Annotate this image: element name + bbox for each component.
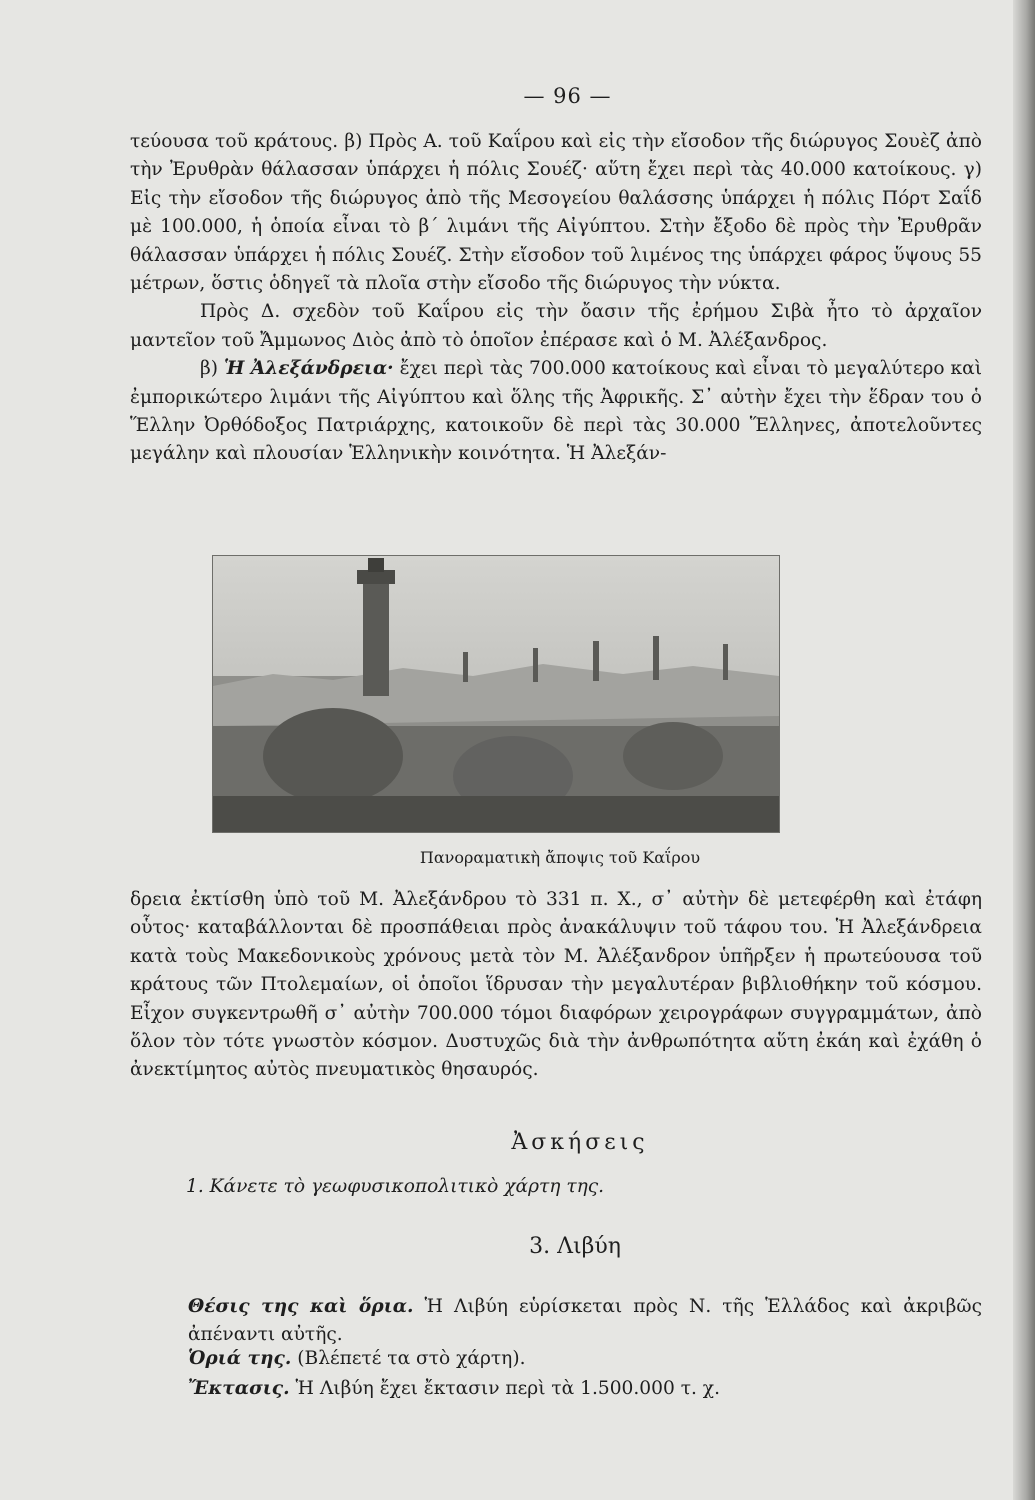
paragraph-alexandria [130,355,982,469]
paragraph-siwa-oasis [130,298,982,355]
exercises-heading: Ἀσκήσεις [511,1130,649,1155]
text-block-egypt-cities [130,128,982,469]
line-libya-area [188,1378,720,1399]
figure-caption: Πανοραματικὴ ἄποψις τοῦ Καΐρου [419,848,701,867]
paragraph-libya-position [188,1293,982,1350]
exercise-1: 1. Κάνετε τὸ γεωφυσικοπολιτικὸ χάρτη της. [186,1176,605,1197]
alexandria-prefix: β) [200,358,219,380]
cairo-panorama-photo [212,555,780,833]
libya-borders-text: (Βλέπετέ τα στὸ χάρτη). [297,1348,526,1369]
cairo-panorama-illustration [213,556,779,832]
page-number: — 96 — [523,84,612,108]
libya-area-text: Ἡ Λιβύη ἔχει ἔκτασιν περὶ τὰ 1.500.000 τ. χ. [295,1378,720,1399]
paragraph-siwa-text: Πρὸς Δ. σχεδὸν τοῦ Καΐρου εἰς τὴν ὄασιν τῆς ἐρήμου Σιβὰ ἦτο τὸ ἀρχαῖον μαντεῖον τοῦ Ἄμμωνος Διὸς ἀπὸ τὸ ὁποῖον ἐπέρασε καὶ ὁ Μ. Ἀλέξανδρος. [130,301,982,351]
alexandria-heading: Ἡ Ἀλεξάνδρεια· [223,358,394,380]
libya-area-heading: Ἔκτασις. [188,1378,290,1399]
line-libya-borders [188,1348,525,1369]
paragraph-suez-port-said: τεύουσα τοῦ κράτους. β) Πρὸς Α. τοῦ Καΐρου καὶ εἰς τὴν εἴσοδον τῆς διώρυγος Σουὲζ ἀπὸ τὴν Ἐρυθρὰν θάλασσαν ὑπάρχει ἡ πόλις Σουέζ· αὕτη ἔχει περὶ τὰς 40.000 κατοίκους. γ) Εἰς τὴν εἴσοδον τῆς διώρυγος ἀπὸ τῆς Μεσογείου θαλάσσης ὑπάρχει ἡ πόλις Πόρτ Σαΐδ μὲ 100.000, ἡ ὁποία εἶναι τὸ β΄ λιμάνι τῆς Αἰγύπτου. Στὴν ἔξοδο δὲ πρὸς τὴν Ἐρυθρᾶν θάλασσαν ὑπάρχει ἡ πόλις Σουέζ. Στὴν εἴσοδον τοῦ λιμένος της ὑπάρχει φάρος ὕψους 55 μέτρων, ὅστις ὁδηγεῖ τὰ πλοῖα στὴν εἴσοδο τῆς διώρυγος τὴν νύκτα. [130,131,982,295]
alexandria-text: ἔχει περὶ τὰς 700.000 κατοίκους καὶ εἶναι τὸ μεγαλύτερο καὶ ἐμπορικώτερο λιμάνι τῆς Αἰγύπτου καὶ ὅλης τῆς Ἀφρικῆς. Σ᾽ αὐτὴν ἔχει τὴν ἕδραν του ὁ Ἕλλην Ὀρθόδοξος Πατριάρχης, κατοικοῦν δὲ περὶ τὰς 30.000 Ἕλληνες, ἀποτελοῦντες μεγάλην καὶ πλουσίαν Ἑλληνικὴν κοινότητα. Ἡ Ἀλεξάν- [130,358,982,465]
libya-position-heading: Θέσις της καὶ ὅρια. [188,1296,414,1317]
chapter-title-libya: 3. Λιβύη [529,1234,621,1259]
libya-position-text: Ἡ Λιβύη εὑρίσκεται πρὸς Ν. τῆς Ἑλλάδος καὶ ἀκριβῶς ἀπέναντι αὐτῆς. [188,1296,982,1346]
libya-borders-heading: Ὁριά της. [188,1348,292,1369]
paragraph-alexandria-history: δρεια ἐκτίσθη ὑπὸ τοῦ Μ. Ἀλεξάνδρου τὸ 331 π. Χ., σ᾽ αὐτὴν δὲ μετεφέρθη καὶ ἐτάφη οὗτος· καταβάλλονται δὲ προσπάθειαι πρὸς ἀνακάλυψιν τοῦ τάφου του. Ἡ Ἀλεξάνδρεια κατὰ τοὺς Μακεδονικοὺς χρόνους μετὰ τὸν Μ. Ἀλέξανδρον ὑπῆρξεν ἡ πρωτεύουσα τοῦ κράτους τῶν Πτολεμαίων, οἱ ὁποῖοι ἵδρυσαν τὴν μεγαλυτέραν βιβλιοθήκην τοῦ κόσμου. Εἶχον συγκεντρωθῆ σ᾽ αὐτὴν 700.000 τόμοι διαφόρων χειρογράφων συγγραμμάτων, ἀπὸ ὅλον τὸν τότε γνωστὸν κόσμον. Δυστυχῶς διὰ τὴν ἀνθρωπότητα αὕτη ἐκάη καὶ ἐχάθη ὁ ἀνεκτίμητος αὐτὸς πνευματικὸς θησαυρός. [130,889,982,1081]
